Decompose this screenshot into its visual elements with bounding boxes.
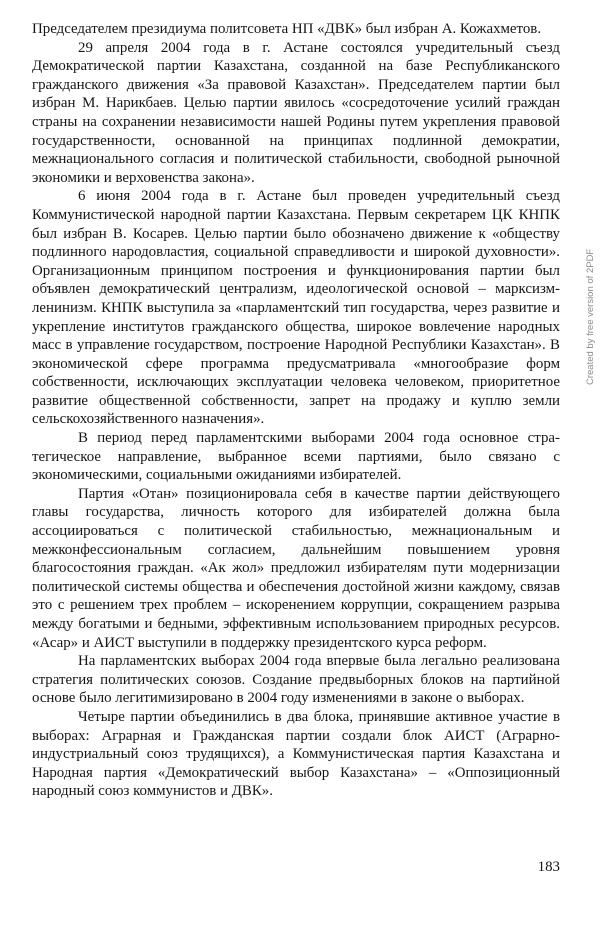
paragraph-1: Председателем президиума политсовета НП «ДВК» был избран А. Кожахметов. — [32, 21, 542, 37]
paragraph-7: Четыре партии объединились в два блока, принявшие активное участие в выборах: Аграрная и Гражданская партии создали блок АИСТ (Аграрно-индустриальный союз трудящихся), а Коммунистическая партия Казахстана и Народная партия «Демократический выбор Казахстана» – «Оппозиционный народный союз коммунистов и ДВК». — [32, 708, 560, 800]
paragraph-5: Партия «Отан» позиционировала себя в качестве партии действующего главы государства, личность которого для избирателей должна была ассоциироваться с политической стабильностью, межнациональным и межконфессиональным согласием, дальнейшим повышением уровня благосостояния граждан. «Ак жол» предложил избирателям пути модернизации политической системы общества и обеспечения достойной жизни каждому, связав это с решением трех проблем – искоренением коррупции, сокращением разрыва между богатыми и бедными, эффективным использованием природных ресурсов. «Асар» и АИСТ выступили в поддержку президентского курса реформ. — [32, 485, 560, 651]
watermark: Created by free version of 2PDF — [585, 248, 596, 385]
paragraph-2: 29 апреля 2004 года в г. Астане состоялся учредительный съезд Демократической партии Казахстана, созданной на базе Республиканского гражданского движения «За правовой Казахстан». Председателем партии был избран М. Нарикбаев. Целью партии явилось «сосредоточение усилий граждан страны на сохранении независимости нашей Родины путем укрепления правовой государственности, основанной на принципах подлинной демократии, межнационального согласия и политической стабильности, свободной рыночной экономики и верховенства закона». — [32, 39, 560, 186]
page-number: 183 — [537, 859, 560, 875]
paragraph-3: 6 июня 2004 года в г. Астане был проведен учредительный съезд Коммунистической народной партии Казахстана. Первым секретарем ЦК КНПК был избран В. Косарев. Целью партии было обозначено движение к «обществу подлинного народовластия, социальной справедливости и широкой духовности». Организационным принципом построения и функционирования партии был объявлен демократический централизм, идеологической основой – марксизм-ленинизм. КНПК выступила за «парламентский тип государства, через развитие и укрепление институтов гражданского общества, широкое вовлечение народных масс в управление государством, построение Народной Республики Казахстан». В экономической сфере программа предусматривала «многообразие форм собственности, исключающих эксплуатации человека человеком, приоритетное развитие общественной собственности, запрет на продажу и куплю земли сельскохозяйственного назначения». — [32, 188, 560, 428]
paragraph-4: В период перед парламентскими выборами 2004 года основное стратегическое направление, выбранное всеми партиями, было связано с экономическими, социальными ожиданиями избирателей. — [32, 430, 560, 484]
paragraph-6: На парламентских выборах 2004 года впервые была легально реализована стратегия политических союзов. Создание предвыборных блоков на партийной основе было легитимизировано в 2004 году изменениями в законе о выборах. — [32, 653, 560, 707]
page-body — [32, 20, 560, 801]
